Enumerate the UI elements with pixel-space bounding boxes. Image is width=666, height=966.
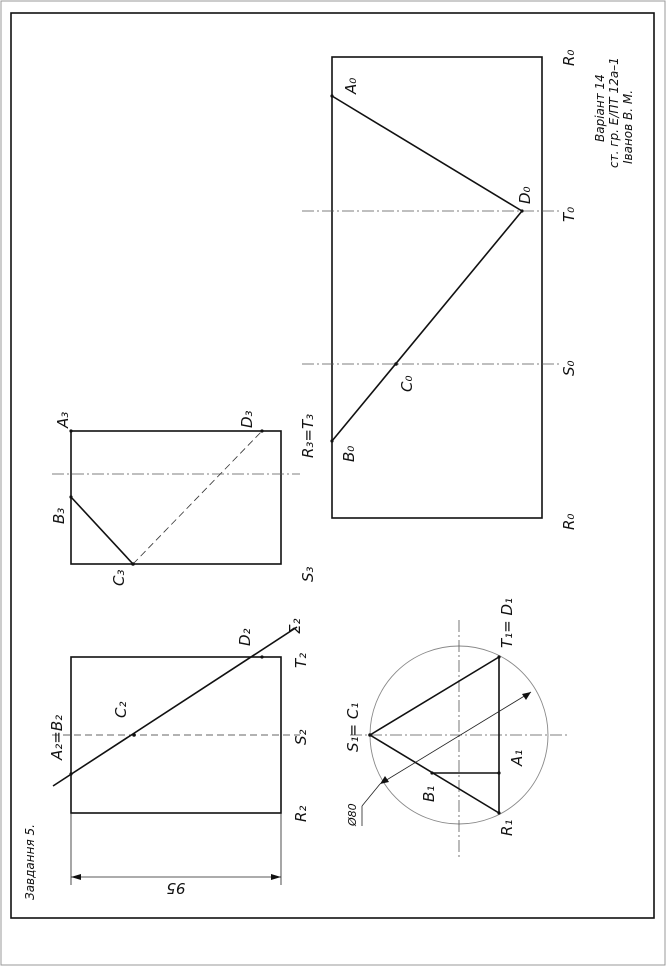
label-s1c1: S₁= C₁ — [344, 702, 362, 752]
dim-arrow-left — [71, 874, 81, 880]
label-r0-top: R₀ — [560, 49, 578, 66]
view-1 — [344, 598, 570, 860]
point-d0 — [520, 209, 523, 212]
label-r2: R₂ — [292, 805, 310, 822]
label-c0: C₀ — [398, 375, 416, 392]
label-c2: C₂ — [112, 701, 130, 718]
dim-diameter-arrow-lower — [380, 776, 389, 784]
view-2 — [48, 619, 310, 898]
view-true-size — [302, 50, 578, 530]
point-c2 — [132, 733, 136, 737]
label-t1d1: T₁= D₁ — [498, 597, 516, 648]
label-b0: B₀ — [340, 445, 358, 462]
point-s1c1 — [368, 733, 372, 737]
title-name: Іванов В. М. — [621, 89, 635, 164]
label-r3t3: R₃=T₃ — [299, 413, 317, 458]
label-a3: A₃ — [54, 411, 72, 428]
title-group: ст. гр. Е/ПТ 12а–1 — [607, 57, 621, 168]
point-a0 — [330, 94, 333, 97]
label-d0: D₀ — [516, 186, 534, 204]
label-a0: A₀ — [342, 77, 360, 94]
point-a3 — [69, 429, 72, 432]
point-b3 — [69, 495, 72, 498]
point-b0 — [330, 439, 333, 442]
point-d2 — [260, 655, 263, 658]
dim-arrow-right — [271, 874, 281, 880]
label-sigma2: Σ₂ — [286, 618, 304, 634]
point-c3 — [131, 562, 135, 566]
outer-frame — [1, 1, 665, 965]
point-a1 — [497, 771, 500, 774]
label-d2: D₂ — [236, 628, 254, 646]
line-c3-d3-hidden — [133, 431, 262, 564]
line-a0-d0 — [332, 96, 522, 211]
point-c0 — [394, 362, 398, 366]
label-s2: S₂ — [292, 729, 310, 745]
label-b1: B₁ — [420, 785, 438, 802]
dim-diameter-line — [380, 692, 531, 784]
label-c3: C₃ — [110, 569, 128, 586]
label-d3: D₃ — [238, 410, 256, 428]
label-b3: B₃ — [50, 507, 68, 524]
point-a2b2 — [69, 772, 72, 775]
point-d3 — [260, 429, 263, 432]
title-variant: Варіант 14 — [593, 74, 607, 142]
label-t2: T₂ — [292, 652, 310, 668]
dim-value-95: 95 — [166, 879, 186, 897]
dim-diameter-leader — [362, 784, 380, 806]
label-a1: A₁ — [508, 749, 526, 766]
view-3 — [50, 410, 317, 586]
label-t0: T₀ — [560, 206, 578, 222]
label-s3: S₃ — [299, 566, 317, 582]
label-a2b2: A₂=B₂ — [48, 714, 66, 760]
trace-sigma2 — [53, 627, 297, 786]
view3-rectangle — [71, 431, 281, 564]
label-r0-bottom: R₀ — [560, 513, 578, 530]
dim-diameter-arrow-upper — [522, 692, 531, 700]
point-t1d1 — [497, 655, 500, 658]
point-r1 — [497, 811, 500, 814]
title-block — [593, 57, 635, 168]
label-s0: S₀ — [560, 360, 578, 376]
point-b1 — [430, 771, 433, 774]
label-r1: R₁ — [498, 819, 516, 836]
task-label: Завдання 5. — [23, 824, 37, 900]
line-b3-c3 — [71, 497, 133, 564]
line-d0-b0 — [332, 211, 522, 441]
dim-value-diameter: Ø80 — [346, 803, 359, 826]
true-size-rectangle — [332, 57, 542, 518]
